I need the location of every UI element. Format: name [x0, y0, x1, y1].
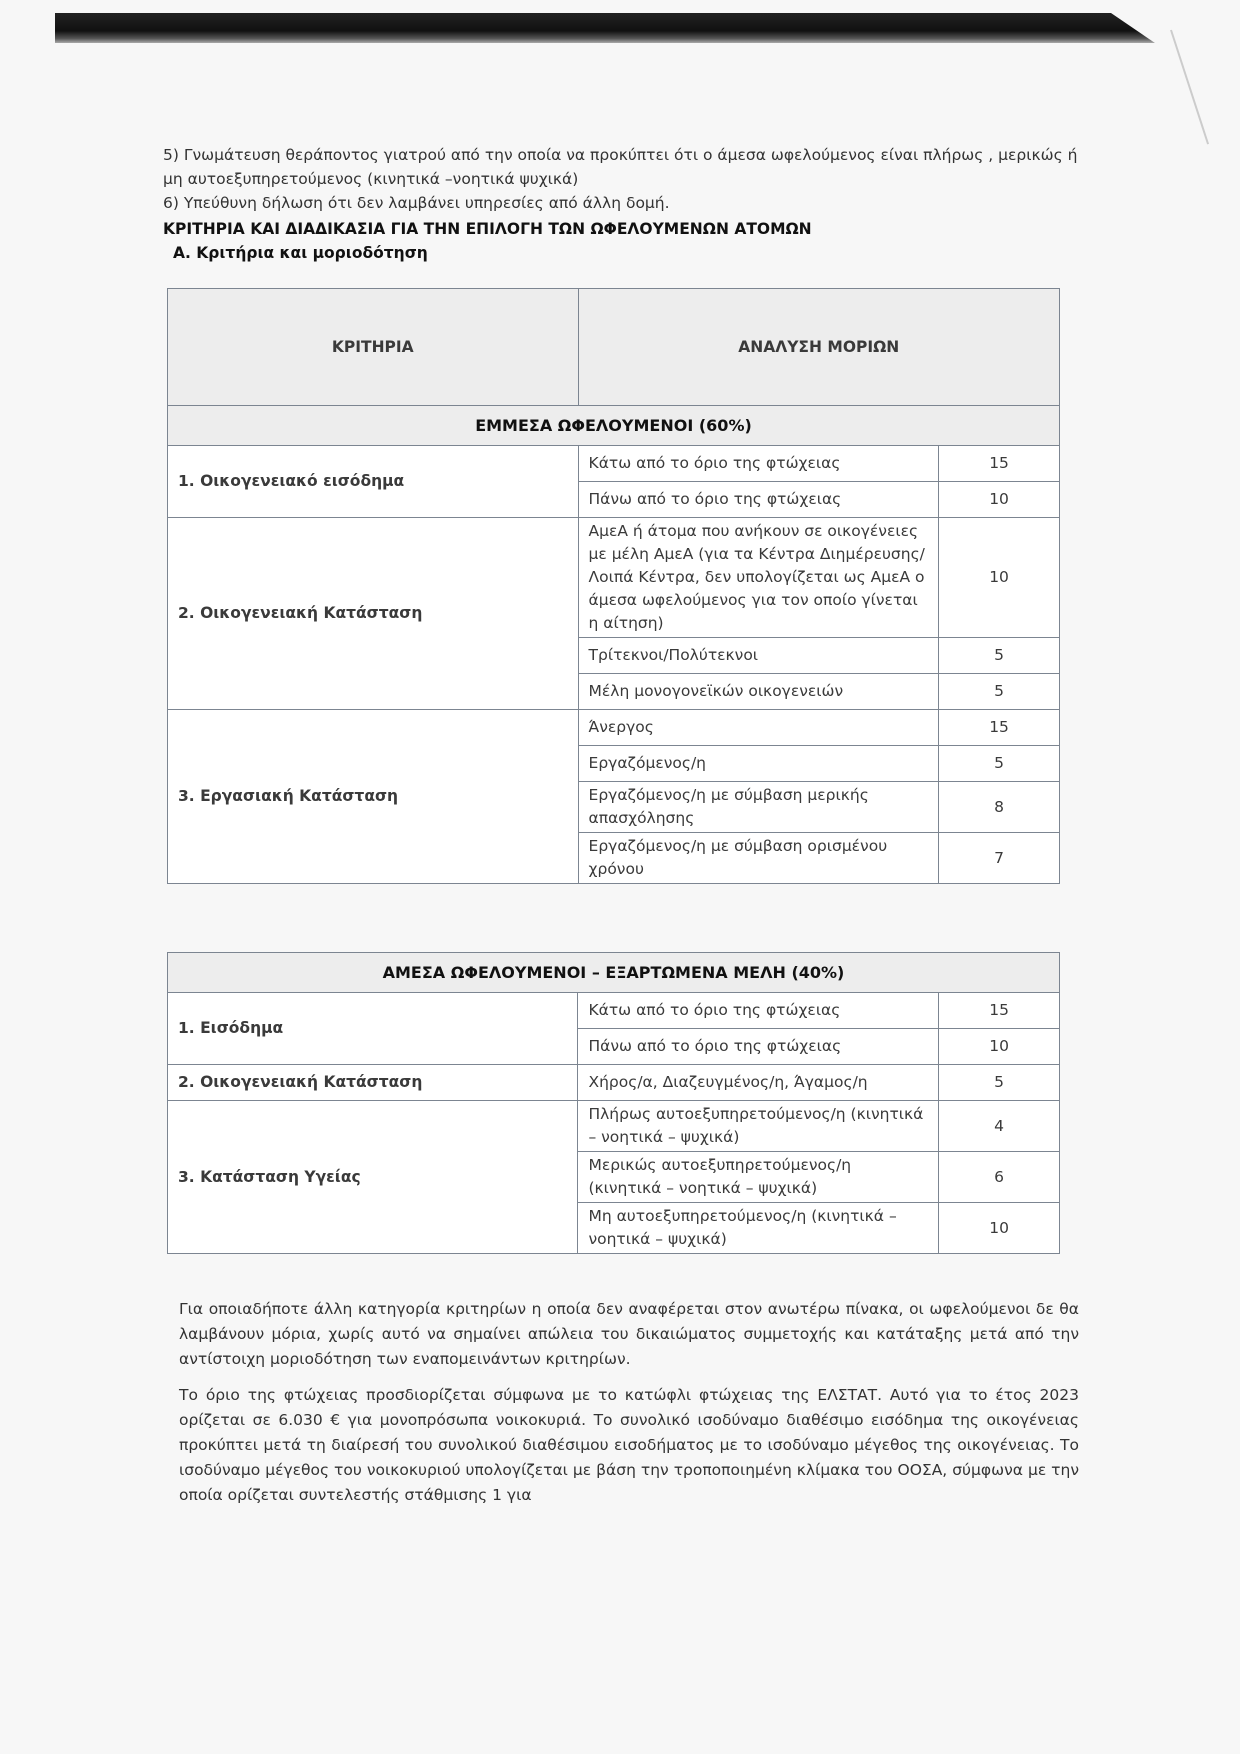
- desc-cell: Εργαζόμενος/η με σύμβαση ορισμένου χρόνου: [578, 833, 939, 884]
- points-cell: 10: [939, 1203, 1060, 1254]
- header-criteria: ΚΡΙΤΗΡΙΑ: [168, 289, 579, 406]
- criteria-table-direct: [167, 952, 1060, 1254]
- points-cell: 5: [939, 674, 1060, 710]
- criterion-cell: 2. Οικογενειακή Κατάσταση: [168, 518, 579, 710]
- note-paragraph-poverty-line: [179, 1383, 1079, 1512]
- table-row: [168, 1101, 1060, 1152]
- points-cell: 15: [939, 446, 1060, 482]
- table-header-row: [168, 289, 1060, 406]
- requirement-item-5: 5) Γνωμάτευση θεράποντος γιατρού από την οποία να προκύπτει ότι ο άμεσα ωφελούμενος είναι πλήρως , μερικώς ή μη αυτοεξυπηρετούμενος (κινητικά –νοητικά ψυχικά): [163, 146, 1078, 188]
- desc-cell: Κάτω από το όριο της φτώχειας: [578, 446, 939, 482]
- header-analysis: ΑΝΑΛΥΣΗ ΜΟΡΙΩΝ: [578, 289, 1059, 406]
- criterion-cell: 1. Οικογενειακό εισόδημα: [168, 446, 579, 518]
- table-row: [168, 446, 1060, 482]
- intro-section: [163, 143, 1083, 265]
- desc-cell: Μέλη μονογονεϊκών οικογενειών: [578, 674, 939, 710]
- criteria-table-indirect: [167, 288, 1060, 884]
- points-cell: 5: [939, 1065, 1060, 1101]
- criterion-cell: 1. Εισόδημα: [168, 993, 578, 1065]
- points-cell: 10: [939, 482, 1060, 518]
- desc-cell: Πλήρως αυτοεξυπηρετούμενος/η (κινητικά – νοητικά – ψυχικά): [578, 1101, 939, 1152]
- desc-cell: Πάνω από το όριο της φτώχειας: [578, 1029, 939, 1065]
- paragraph-text: Για οποιαδήποτε άλλη κατηγορία κριτηρίων η οποία δεν αναφέρεται στον ανωτέρω πίνακα, οι ωφελούμενοι δε θα λαμβάνουν μόρια, χωρίς αυτό να σημαίνει απώλεια του δικαιώματος συμμετοχής και κατάταξης μετά από την αντίστοιχη μοριοδότηση των εναπομεινάντων κριτηρίων.: [179, 1300, 1079, 1368]
- section-row: [168, 406, 1060, 446]
- section-row: [168, 953, 1060, 993]
- desc-cell: ΑμεΑ ή άτομα που ανήκουν σε οικογένειες με μέλη ΑμεΑ (για τα Κέντρα Διημέρευσης/Λοιπά Κέντρα, δεν υπολογίζεται ως ΑμεΑ ο άμεσα ωφελούμενος για τον οποίο γίνεται η αίτηση): [578, 518, 939, 638]
- table-row: [168, 1065, 1060, 1101]
- section-subheading: Α. Κριτήρια και μοριοδότηση: [173, 244, 428, 262]
- requirement-item-6: 6) Υπεύθυνη δήλωση ότι δεν λαμβάνει υπηρεσίες από άλλη δομή.: [163, 194, 670, 212]
- desc-cell: Χήρος/α, Διαζευγμένος/η, Άγαμος/η: [578, 1065, 939, 1101]
- points-cell: 5: [939, 746, 1060, 782]
- criterion-cell: 2. Οικογενειακή Κατάσταση: [168, 1065, 578, 1101]
- points-cell: 15: [939, 710, 1060, 746]
- desc-cell: Πάνω από το όριο της φτώχειας: [578, 482, 939, 518]
- note-paragraph-other-criteria: [179, 1297, 1079, 1376]
- desc-cell: Εργαζόμενος/η: [578, 746, 939, 782]
- desc-cell: Μη αυτοεξυπηρετούμενος/η (κινητικά – νοητικά – ψυχικά): [578, 1203, 939, 1254]
- points-cell: 5: [939, 638, 1060, 674]
- points-cell: 10: [939, 1029, 1060, 1065]
- points-cell: 6: [939, 1152, 1060, 1203]
- points-cell: 4: [939, 1101, 1060, 1152]
- desc-cell: Μερικώς αυτοεξυπηρετούμενος/η (κινητικά – νοητικά – ψυχικά): [578, 1152, 939, 1203]
- criterion-cell: 3. Εργασιακή Κατάσταση: [168, 710, 579, 884]
- scan-artifact-edge: [1170, 30, 1209, 145]
- points-cell: 8: [939, 782, 1060, 833]
- points-cell: 10: [939, 518, 1060, 638]
- desc-cell: Τρίτεκνοι/Πολύτεκνοι: [578, 638, 939, 674]
- scan-artifact-bar: [55, 13, 1155, 43]
- section-heading: ΚΡΙΤΗΡΙΑ ΚΑΙ ΔΙΑΔΙΚΑΣΙΑ ΓΙΑ ΤΗΝ ΕΠΙΛΟΓΗ ΤΩΝ ΩΦΕΛΟΥΜΕΝΩΝ ΑΤΟΜΩΝ: [163, 220, 812, 238]
- table-row: [168, 710, 1060, 746]
- points-cell: 15: [939, 993, 1060, 1029]
- criterion-cell: 3. Κατάσταση Υγείας: [168, 1101, 578, 1254]
- section-title-direct: ΑΜΕΣΑ ΩΦΕΛΟΥΜΕΝΟΙ – ΕΞΑΡΤΩΜΕΝΑ ΜΕΛΗ (40%): [168, 953, 1060, 993]
- desc-cell: Άνεργος: [578, 710, 939, 746]
- desc-cell: Εργαζόμενος/η με σύμβαση μερικής απασχόλησης: [578, 782, 939, 833]
- section-title-indirect: ΕΜΜΕΣΑ ΩΦΕΛΟΥΜΕΝΟΙ (60%): [168, 406, 1060, 446]
- table-row: [168, 993, 1060, 1029]
- paragraph-text: Το όριο της φτώχειας προσδιορίζεται σύμφωνα με το κατώφλι φτώχειας της ΕΛΣΤΑΤ. Αυτό για το έτος 2023 ορίζεται σε 6.030 € για μονοπρόσωπα νοικοκυριά. Το συνολικό ισοδύναμο διαθέσιμο εισόδημα της οικογένειας προκύπτει μετά τη διαίρεσή του συνολικού διαθέσιμου εισοδήματος με το ισοδύναμο μέγεθος της οικογένειας. Το ισοδύναμο μέγεθος του νοικοκυριού υπολογίζεται με βάση την τροποποιημένη κλίμακα του ΟΟΣΑ, σύμφωνα με την οποία ορίζεται συντελεστής στάθμισης 1 για: [179, 1386, 1079, 1504]
- desc-cell: Κάτω από το όριο της φτώχειας: [578, 993, 939, 1029]
- points-cell: 7: [939, 833, 1060, 884]
- table-row: [168, 518, 1060, 638]
